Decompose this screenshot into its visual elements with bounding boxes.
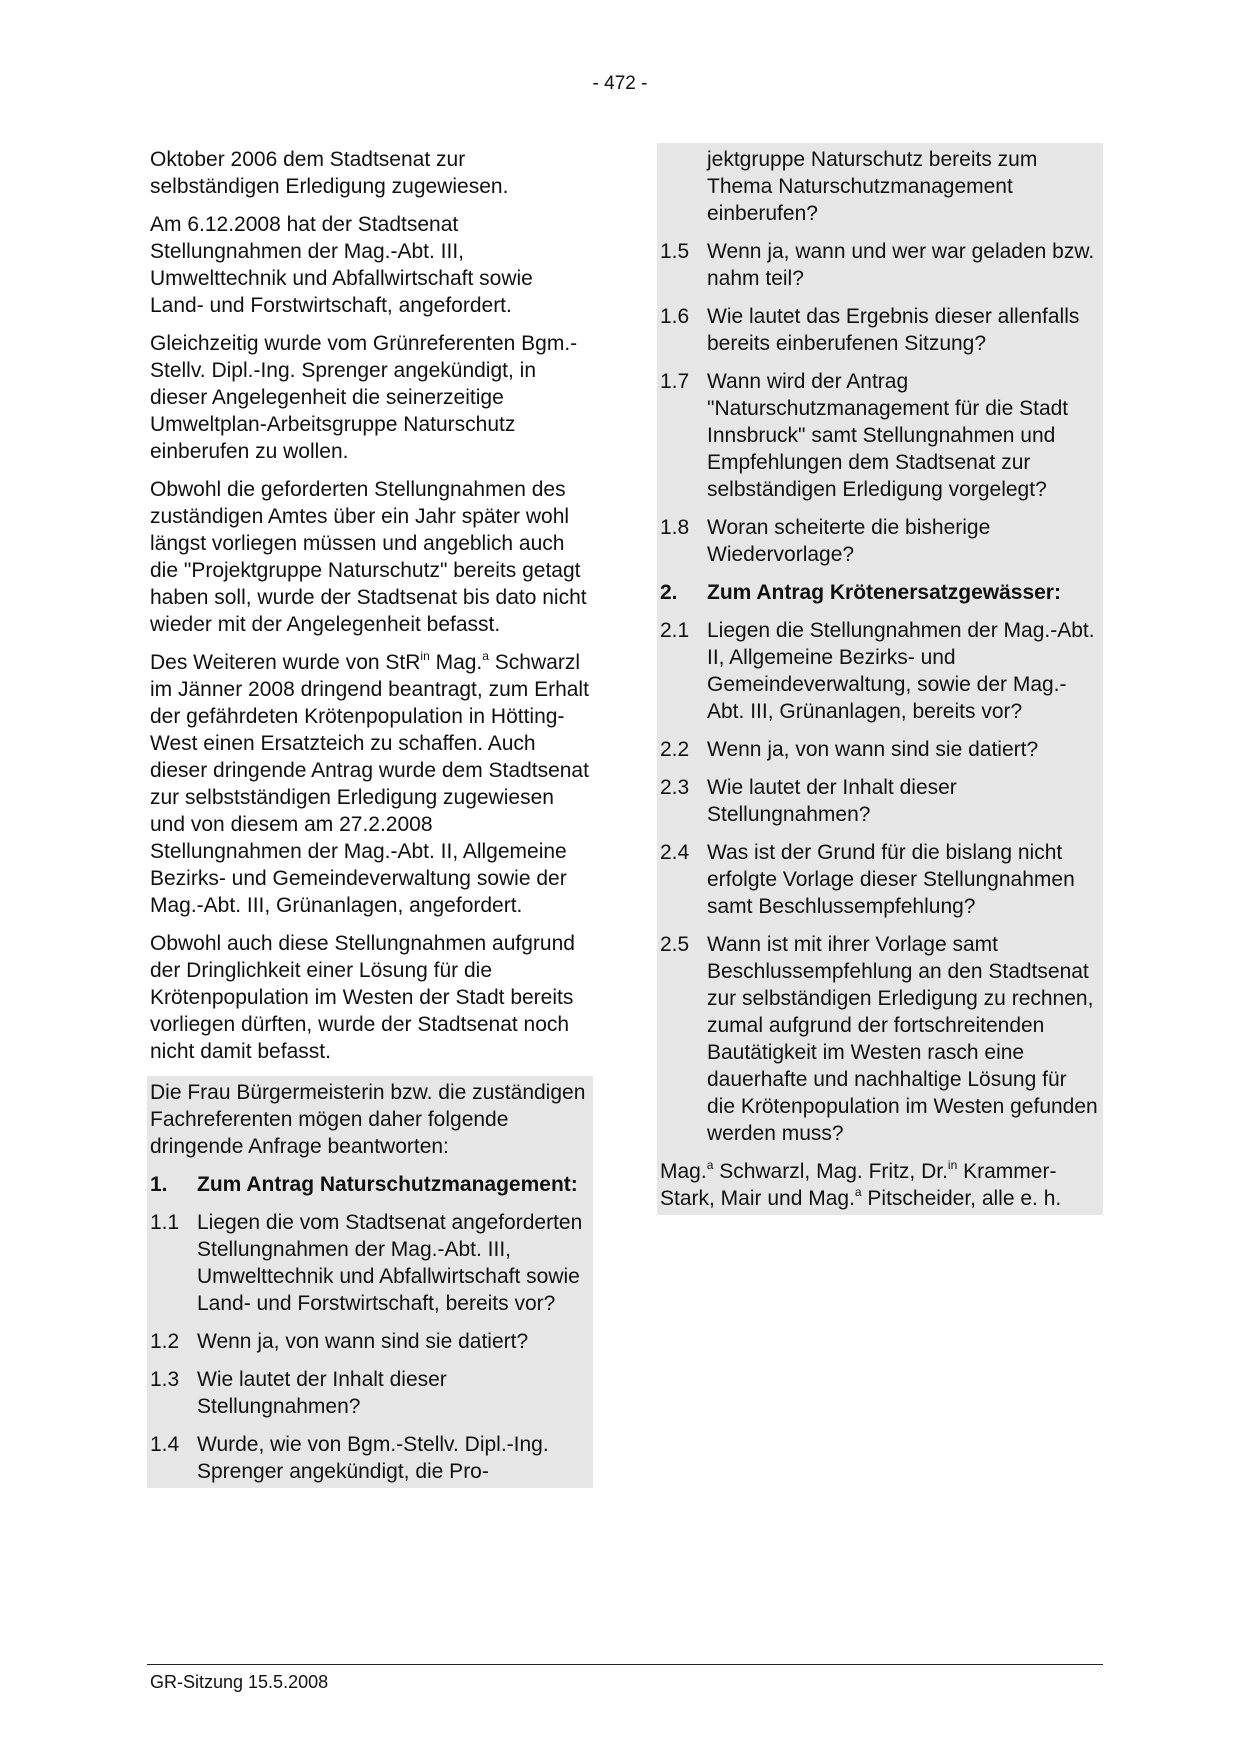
question-text: Wie lautet der Inhalt dieser Stellungnahmen? [197, 1368, 447, 1418]
text: Schwarzl im Jänner 2008 dringend beantragt, zum Erhalt der gefährdeten Krötenpopulation in Hötting-West einen Ersatzteich zu schaffen. Auch dieser dringende Antrag wurde dem Stadtsenat zur selbstständigen Erledigung zugewiesen und von diesem am 27.2.2008 Stellungnahmen der Mag.-Abt. II, Allgemeine Bezirks- und Gemeindeverwaltung sowie der Mag.-Abt. III, Grünanlagen, angefordert. [150, 651, 589, 917]
paragraph: Gleichzeitig wurde vom Grünreferenten Bgm.-Stellv. Dipl.-Ing. Sprenger angekündigt, in dieser Angelegenheit die seinerzeitige Umweltplan-Arbeitsgruppe Naturschutz einberufen zu wollen. [150, 332, 578, 463]
superscript: in [420, 649, 430, 663]
question-number: 1.2 [150, 1330, 180, 1353]
question-number: 1.8 [660, 516, 690, 539]
superscript: in [947, 1158, 958, 1172]
text: Mag. [660, 1160, 707, 1183]
question-item [147, 1366, 593, 1420]
question-number: 1.6 [660, 305, 690, 328]
question-text: Wann ist mit ihrer Vorlage samt Beschlussempfehlung an den Stadtsenat zur selbständigen Erledigung zu rechnen, zumal aufgrund der fortschreitenden Bautätigkeit im Westen rasch eine dauerhafte und nachhaltige Lösung für die Krötenpopulation im Westen gefunden werden muss? [707, 933, 1098, 1145]
inquiry-block [147, 1076, 593, 1488]
question-text: Wenn ja, wann und wer war geladen bzw. nahm teil? [707, 240, 1095, 290]
text: Pitscheider, alle e. h. [861, 1187, 1062, 1210]
paragraph: Obwohl auch diese Stellungnahmen aufgrund der Dringlichkeit einer Lösung für die Krötenpopulation im Westen der Stadt bereits vorliegen dürften, wurde der Stadtsenat noch nicht damit befasst. [150, 932, 575, 1063]
superscript: a [854, 1185, 862, 1199]
question-item [147, 1328, 593, 1355]
question-item [147, 1431, 593, 1485]
question-item [657, 303, 1103, 357]
question-text: Zum Antrag Naturschutzmanagement: [197, 1173, 578, 1196]
text: Des Weiteren wurde von StR [150, 651, 421, 674]
footer-text: GR-Sitzung 15.5.2008 [150, 1672, 329, 1692]
right-column [657, 146, 1103, 1215]
text: Schwarzl, Mag. Fritz, Dr. [713, 1160, 948, 1183]
question-text: Was ist der Grund für die bislang nicht erfolgte Vorlage dieser Stellungnahmen samt Beschlussempfehlung? [707, 841, 1075, 918]
question-item [657, 617, 1103, 725]
question-number: 1.3 [150, 1368, 180, 1391]
paragraph: Obwohl die geforderten Stellungnahmen des zuständigen Amtes über ein Jahr später wohl längst vorliegen müssen und angeblich auch die "Projektgruppe Naturschutz" bereits getagt haben soll, wurde der Stadtsenat bis dato nicht wieder mit der Angelegenheit befasst. [150, 478, 587, 636]
question-text: Wie lautet das Ergebnis dieser allenfalls bereits einberufenen Sitzung? [707, 305, 1080, 355]
question-number: 1.1 [150, 1211, 180, 1234]
paragraph: Oktober 2006 dem Stadtsenat zur selbständigen Erledigung zugewiesen. [150, 148, 509, 198]
question-item [657, 839, 1103, 920]
question-text: Zum Antrag Krötenersatzgewässer: [707, 581, 1061, 604]
question-heading [657, 579, 1103, 606]
question-text: Wenn ja, von wann sind sie datiert? [707, 738, 1039, 761]
inquiry-block-continued [657, 143, 1103, 1215]
paragraph [147, 649, 593, 919]
question-text: Wenn ja, von wann sind sie datiert? [197, 1330, 529, 1353]
page-number: - 472 - [592, 73, 648, 94]
question-number: 2.2 [660, 738, 690, 761]
text: Krammer-Stark, Mair und Mag. [660, 1160, 1057, 1210]
inquiry-intro: Die Frau Bürgermeisterin bzw. die zuständigen Fachreferenten mögen daher folgende dringende Anfrage beantworten: [150, 1081, 586, 1158]
question-item [657, 238, 1103, 292]
question-number: 1.4 [150, 1433, 180, 1456]
question-number: 2.3 [660, 776, 690, 799]
question-item [657, 736, 1103, 763]
question-text: Liegen die Stellungnahmen der Mag.-Abt. II, Allgemeine Bezirks- und Gemeindeverwaltung, sowie der Mag.-Abt. III, Grünanlagen, bereits vor? [707, 619, 1095, 723]
question-item [657, 931, 1103, 1147]
question-text: Wurde, wie von Bgm.-Stellv. Dipl.-Ing. Sprenger angekündigt, die Pro- [197, 1433, 549, 1483]
question-number: 2. [660, 581, 678, 604]
footer-divider [147, 1664, 1103, 1665]
question-item [657, 514, 1103, 568]
question-text: Wie lautet der Inhalt dieser Stellungnahmen? [707, 776, 957, 826]
question-text-continued: jektgruppe Naturschutz bereits zum Thema Naturschutzmanagement einberufen? [707, 148, 1038, 225]
question-number: 2.4 [660, 841, 690, 864]
question-text: Wann wird der Antrag "Naturschutzmanagement für die Stadt Innsbruck" samt Stellungnahmen und Empfehlungen dem Stadtsenat zur selbständigen Erledigung vorgelegt? [707, 370, 1069, 501]
question-number: 1.7 [660, 370, 690, 393]
question-text: Liegen die vom Stadtsenat angeforderten Stellungnahmen der Mag.-Abt. III, Umwelttechnik und Abfallwirtschaft sowie Land- und Forstwirtschaft, bereits vor? [197, 1211, 583, 1315]
question-number: 1. [150, 1173, 168, 1196]
superscript: a [482, 649, 489, 663]
question-heading [147, 1171, 593, 1198]
question-number: 2.1 [660, 619, 690, 642]
question-item [657, 774, 1103, 828]
paragraph: Am 6.12.2008 hat der Stadtsenat Stellungnahmen der Mag.-Abt. III, Umwelttechnik und Abfallwirtschaft sowie Land- und Forstwirtschaft, angefordert. [150, 213, 533, 317]
left-column [147, 146, 593, 1488]
question-number: 2.5 [660, 933, 690, 956]
signatories [657, 1158, 1103, 1212]
question-item [147, 1209, 593, 1317]
question-text: Woran scheiterte die bisherige Wiedervorlage? [707, 516, 991, 566]
question-item [657, 368, 1103, 503]
text: Mag. [429, 651, 483, 674]
superscript: a [706, 1158, 714, 1172]
question-number: 1.5 [660, 240, 690, 263]
